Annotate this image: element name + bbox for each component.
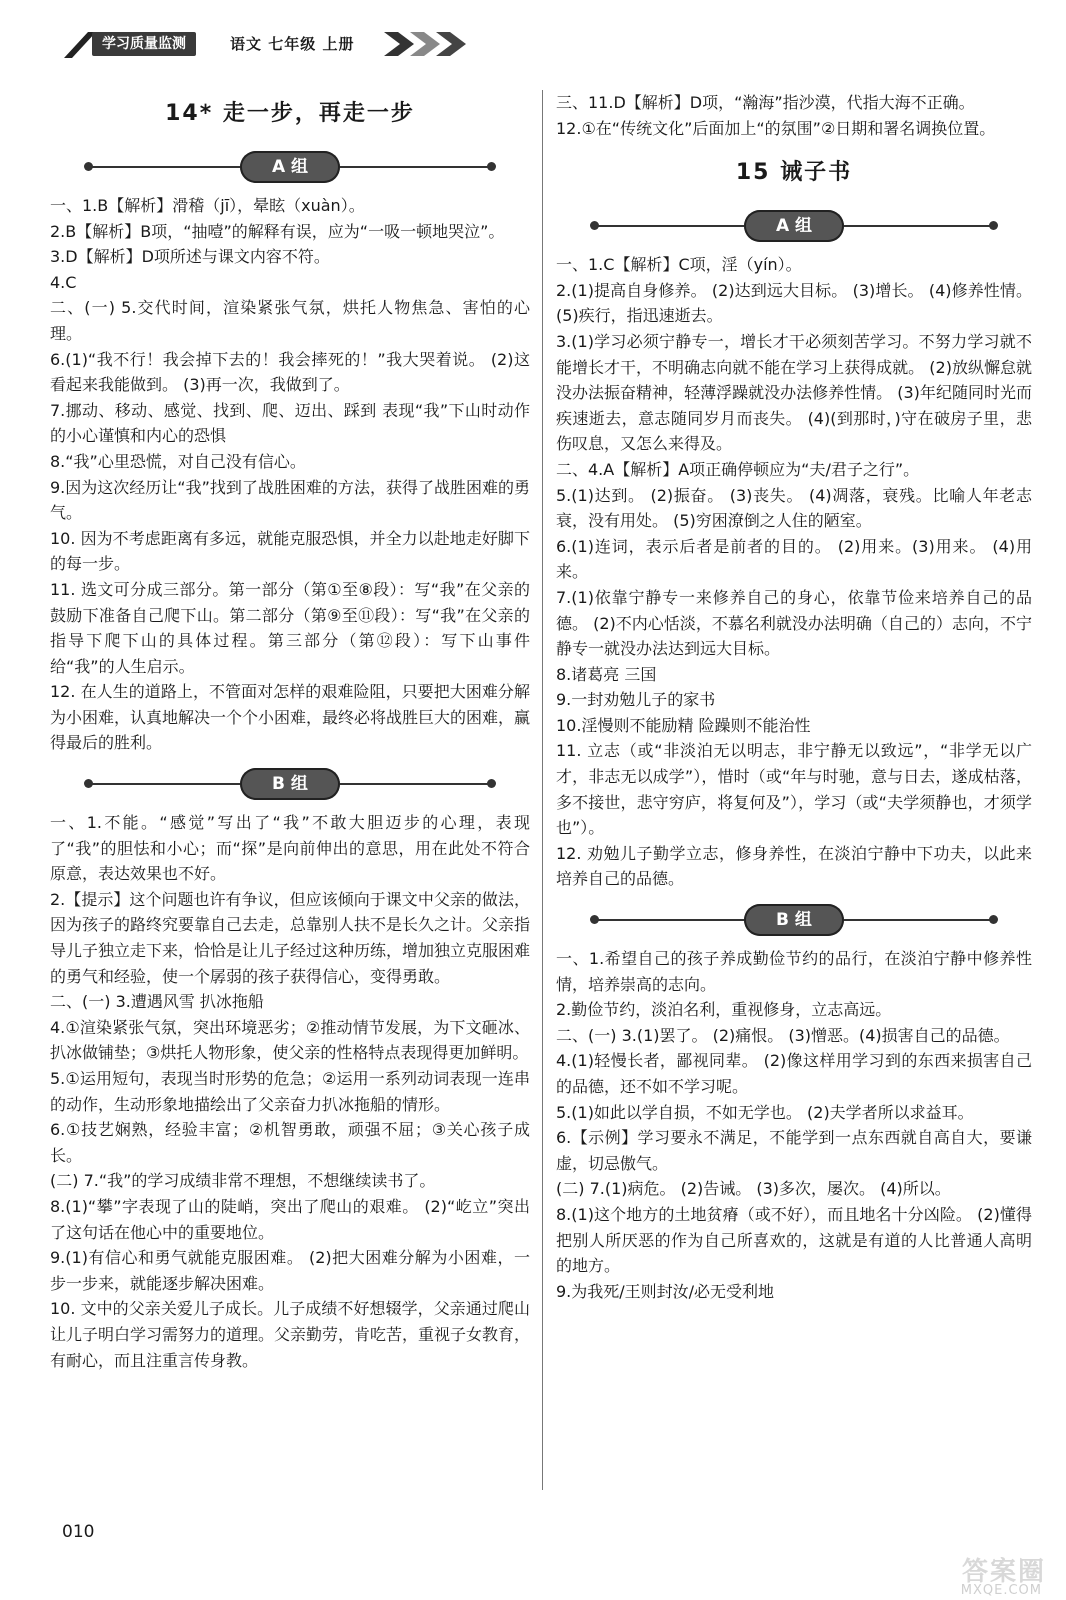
column-divider [542, 90, 543, 1490]
answer-item: 2.【提示】这个问题也许有争议，但应该倾向于课文中父亲的做法，因为孩子的路终究要靠自己去走，总靠别人扶不是长久之计。父亲指导儿子独立走下来，恰恰是让儿子经过这种历练，增加独立克服困难的勇气和经验，使一个孱弱的孩子获得信心，变得勇敢。 [50, 889, 531, 986]
right-column [556, 90, 1032, 1304]
answer-item: (二) 7.(1)病危。 (2)告诫。 (3)多次，屡次。 (4)所以。 [556, 1179, 951, 1199]
answer-item: 6.①技艺娴熟，经验丰富；②机智勇敢，顽强不屈；③关心孩子成长。 [50, 1120, 530, 1165]
answer-item: 12. 在人生的道路上，不管面对怎样的艰难险阻，只要把大困难分解为小困难，认真地解决一个个小困难，最终必将战胜巨大的困难，赢得最后的胜利。 [50, 682, 531, 753]
answer-item: 二、4.A【解析】A项正确停顿应为“夫/君子之行”。 [556, 459, 920, 479]
lesson-title: 14* 走一步，再走一步 [165, 101, 415, 126]
answer-item: 5.①运用短句，表现当时形势的危急；②运用一系列动词表现一连串的动作，生动形象地描绘出了父亲奋力扒冰拖船的情形。 [50, 1069, 530, 1114]
answer-item: 9.因为这次经历让“我”找到了战胜困难的方法，获得了战胜困难的勇气。 [50, 477, 530, 523]
series-tag: 学习质量监测 [92, 32, 196, 56]
answer-item: 5.(1)如此以学自损，不如无学也。 (2)夫学者所以求益耳。 [556, 1102, 974, 1122]
answer-item: (二) 7.“我”的学习成绩非常不理想，不想继续读书了。 [50, 1171, 436, 1191]
answer-item: 一、1.希望自己的孩子养成勤俭节约的品行，在淡泊宁静中修养性情，培养崇高的志向。 [556, 949, 1032, 994]
group-heading-b [556, 900, 1032, 940]
answer-list-top [556, 90, 1032, 141]
answer-item: 二、(一) 3.遭遇风雪 扒冰拖船 [50, 992, 264, 1012]
watermark-logo: 答案圈 [961, 1557, 1046, 1587]
answer-item: 二、(一) 3.(1)罢了。 (2)痛恨。 (3)憎恶。(4)损害自己的品德。 [556, 1025, 1010, 1045]
answer-item: 4.(1)轻慢长者，鄙视同辈。 (2)像这样用学习到的东西来损害自己的品德，还不如不学习呢。 [556, 1051, 1032, 1096]
subject-label: 语文 七年级 上册 [230, 35, 355, 53]
answer-item: 7.(1)依靠宁静专一来修养自己的身心，依靠节俭来培养自己的品德。 (2)不内心恬淡，不慕名利就没办法明确（自己的）志向，不宁静专一就没办法达到远大目标。 [556, 587, 1032, 659]
answer-item: 8.“我”心里恐慌，对自己没有信心。 [50, 451, 306, 471]
answer-item: 9.(1)有信心和勇气就能克服困难。 (2)把大困难分解为小困难，一步一步来，就能逐步解决困难。 [50, 1248, 530, 1293]
answer-item: 4.C [50, 272, 77, 292]
answer-item: 三、11.D【解析】D项，“瀚海”指沙漠，代指大海不正确。 [556, 93, 975, 112]
answer-item: 5.(1)达到。 (2)振奋。 (3)丧失。 (4)凋落，衰残。比喻人年老志衰，没有用处。 (5)穷困潦倒之人住的陋室。 [556, 485, 1032, 531]
group-heading-a [50, 147, 530, 187]
group-badge: B 组 [744, 904, 844, 936]
answer-item: 2.B【解析】B项，“抽噎”的解释有误，应为“一吸一顿地哭泣”。 [50, 221, 505, 241]
rule-dot [487, 779, 496, 788]
answer-item: 3.(1)学习必须宁静专一，增长才干必须刻苦学习。不努力学习就不能增长才干，不明确志向就不能在学习上获得成就。 (2)放纵懈怠就没办法振奋精神，轻薄浮躁就没办法修养性情。 (3)年纪随同时光而疾速逝去，意志随同岁月而丧失。 (4)(到那时，)守在破房子里，悲伤叹息，又怎么来得及。 [556, 331, 1032, 454]
answer-item: 8.诸葛亮 三国 [556, 664, 657, 684]
answer-item: 4.①渲染紧张气氛，突出环境恶劣；②推动情节发展，为下文砸冰、扒冰做铺垫；③烘托人物形象，使父亲的性格特点表现得更加鲜明。 [50, 1017, 530, 1063]
rule-dot [84, 162, 93, 171]
answer-item: 9.一封劝勉儿子的家书 [556, 690, 716, 710]
answer-item: 7.挪动、移动、感觉、找到、爬、迈出、踩到 表现“我”下山时动作的小心谨慎和内心的恐惧 [50, 400, 530, 446]
answer-item: 10. 因为不考虑距离有多远，就能克服恐惧，并全力以赴地走好脚下的每一步。 [50, 528, 530, 574]
answer-item: 12.①在“传统文化”后面加上“的氛围”②日期和署名调换位置。 [556, 118, 996, 138]
rule-dot [989, 915, 998, 924]
answer-item: 10.淫慢则不能励精 险躁则不能治性 [556, 715, 811, 735]
answer-item: 一、1.不能。“感觉”写出了“我”不敢大胆迈步的心理，表现了“我”的胆怯和小心；而“探”是向前伸出的意思，用在此处不符合原意，表达效果也不好。 [50, 813, 530, 884]
answer-item: 6.(1)连词，表示后者是前者的目的。 (2)用来。(3)用来。 (4)用来。 [556, 536, 1032, 582]
left-column [50, 90, 530, 1373]
answer-item: 6.【示例】学习要永不满足，不能学到一点东西就自高自大，要谦虚，切忌傲气。 [556, 1128, 1032, 1173]
answer-item: 2.(1)提高自身修养。 (2)达到远大目标。 (3)增长。 (4)修养性情。 (5)疾行，指迅速逝去。 [556, 280, 1032, 326]
answer-item: 8.(1)“攀”字表现了山的陡峭，突出了爬山的艰难。 (2)“屹立”突出了这句话在他心中的重要地位。 [50, 1196, 530, 1242]
group-heading-a [556, 206, 1032, 246]
answer-item: 8.(1)这个地方的土地贫瘠（或不好），而且地名十分凶险。 (2)懂得把别人所厌恶的作为自己所喜欢的，这就是有道的人比普通人高明的地方。 [556, 1204, 1032, 1276]
answer-item: 12. 劝勉儿子勤学立志，修身养性，在淡泊宁静中下功夫，以此来培养自己的品德。 [556, 843, 1032, 889]
answer-item: 二、(一) 5.交代时间，渲染紧张气氛，烘托人物焦急、害怕的心理。 [50, 298, 530, 343]
watermark-url: MXQE.COM [960, 1583, 1042, 1598]
group-badge: A 组 [240, 151, 340, 183]
double-chevron-icon [384, 28, 484, 60]
answer-item: 11. 立志（或“非淡泊无以明志，非宁静无以致远”，“非学无以广才，非志无以成学”），惜时（或“年与时驰，意与日去，遂成枯落，多不接世，悲守穷庐，将复何及”），学习（或“夫学须静也，才须学也”）。 [556, 741, 1032, 838]
answer-list-a [556, 252, 1032, 892]
rule-dot [487, 162, 496, 171]
answer-item: 一、1.C【解析】C项，淫（yín）。 [556, 255, 802, 275]
page-header [62, 28, 482, 62]
answer-item: 2.勤俭节约，淡泊名利，重视修身，立志高远。 [556, 1000, 892, 1020]
group-badge: B 组 [240, 768, 340, 800]
answer-list-a [50, 193, 530, 756]
answer-list-b [556, 946, 1032, 1304]
answer-item: 10. 文中的父亲关爱儿子成长。儿子成绩不好想辍学，父亲通过爬山让儿子明白学习需努力的道理。父亲勤劳，肯吃苦，重视子女教育，有耐心，而且注重言传身教。 [50, 1299, 531, 1370]
answer-item: 3.D【解析】D项所述与课文内容不符。 [50, 247, 330, 267]
rule-dot [989, 221, 998, 230]
page-number: 010 [62, 1522, 95, 1542]
answer-item: 11. 选文可分成三部分。第一部分（第①至⑧段）：写“我”在父亲的鼓励下准备自己爬下山。第二部分（第⑨至⑪段）：写“我”在父亲的指导下爬下山的具体过程。第三部分（第⑫段）：写下山事件给“我”的人生启示。 [50, 579, 530, 676]
group-badge: A 组 [744, 210, 844, 242]
answer-item: 9.为我死/王则封汝/必无受利地 [556, 1281, 775, 1301]
answer-list-b [50, 810, 530, 1373]
rule-dot [590, 221, 599, 230]
rule-dot [590, 915, 599, 924]
lesson-title: 15 诫子书 [735, 160, 853, 186]
rule-dot [84, 779, 93, 788]
group-heading-b [50, 764, 530, 804]
answer-item: 6.(1)“我不行！我会掉下去的！我会摔死的！”我大哭着说。 (2)这看起来我能做到。 (3)再一次，我做到了。 [50, 349, 530, 395]
answer-item: 一、1.B【解析】滑稽（jī），晕眩（xuàn）。 [50, 196, 365, 215]
